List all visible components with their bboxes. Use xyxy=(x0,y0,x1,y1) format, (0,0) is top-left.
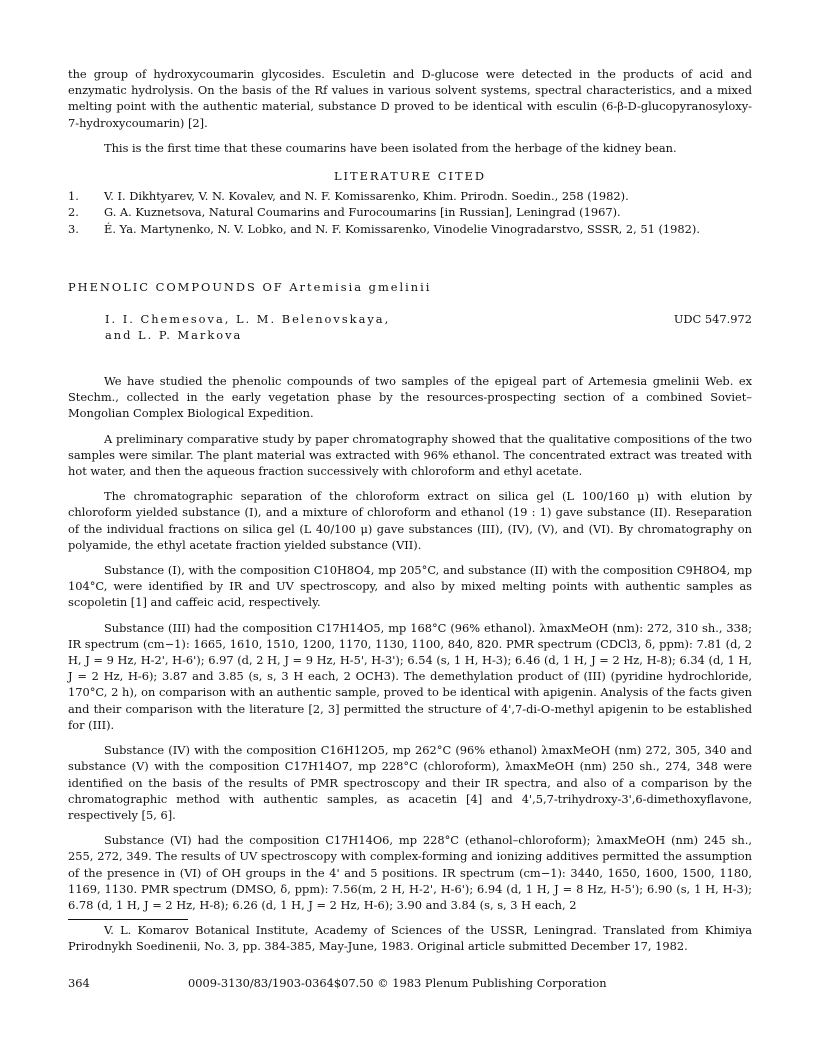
body-paragraph: The chromatographic separation of the chloroform extract on silica gel (L 100/160 μ) with elution by chloroform yielded substance (I), and a mixture of chloroform and ethanol (19 : 1) gave substance (II). Reseparation of the individual fractions on silica gel (L 40/100 μ) gave substances (III), (IV), (V), and (VI). By chromatography on polyamide, the ethyl acetate fraction yielded substance (VII). xyxy=(68,489,752,552)
body-paragraph: Substance (IV) with the composition C16H12O5, mp 262°C (96% ethanol) λmaxMeOH (nm) 272, 305, 340 and substance (V) with the composition C17H14O7, mp 228°C (chloroform), λmaxMeOH (nm) 250 sh., 274, 348 were identified on the basis of the results of PMR spectroscopy and their IR spectra, and also of a comparison by the chromatographic method with authentic samples, as acacetin [4] and 4',5,7-trihydroxy-3',6-dimethoxyflavone, respectively [5, 6]. xyxy=(68,743,752,822)
reference-number: 1. xyxy=(68,189,79,204)
reference-item xyxy=(68,221,752,237)
reference-text: É. Ya. Martynenko, N. V. Lobko, and N. F. Komissarenko, Vinodelie Vinogradarstvo, SSSR, 2, 51 (1982). xyxy=(104,221,700,236)
body-paragraph: Substance (III) had the composition C17H14O5, mp 168°C (96% ethanol). λmaxMeOH (nm): 272, 310 sh., 338; IR spectrum (cm−1): 1665, 1610, 1510, 1200, 1170, 1130, 1100, 840, 820. PMR spectrum (CDCl3, δ, ppm): 7.81 (d, 2 H, J = 9 Hz, H-2', H-6'); 6.97 (d, 2 H, J = 9 Hz, H-5', H-3'); 6.54 (s, 1 H, H-3); 6.46 (d, 1 H, J = 2 Hz, H-8); 6.34 (d, 1 H, J = 2 Hz, H-6); 3.87 and 3.85 (s, s, 3 H each, 2 OCH3). The demethylation product of (III) (pyridine hydrochloride, 170°C, 2 h), on comparison with an authentic sample, proved to be identical with apigenin. Analysis of the facts given and their comparison with the literature [2, 3] permitted the structure of 4',7-di-O-methyl apigenin to be established for (III). xyxy=(68,620,752,732)
reference-item xyxy=(68,188,752,204)
body-paragraph: Substance (I), with the composition C10H8O4, mp 205°C, and substance (II) with the composition C9H8O4, mp 104°C, were identified by IR and UV spectroscopy, and also by mixed melting points with authentic samples as scopoletin [1] and caffeic acid, respectively. xyxy=(68,563,752,610)
body-paragraph: A preliminary comparative study by paper chromatography showed that the qualitative compositions of the two samples were similar. The plant material was extracted with 96% ethanol. The concentrated extract was treated with hot water, and then the aqueous fraction successively with chloroform and ethyl acetate. xyxy=(68,431,752,479)
reference-text: V. I. Dikhtyarev, V. N. Kovalev, and N. F. Komissarenko, Khim. Prirodn. Soedin., 258 (1982). xyxy=(104,189,629,204)
authors-line-2: and L. P. Markova xyxy=(105,328,243,343)
reference-number: 2. xyxy=(68,205,79,220)
footnote-divider xyxy=(68,919,188,920)
literature-heading: LITERATURE CITED xyxy=(333,169,487,184)
reference-list xyxy=(68,188,752,237)
copyright-line: 0009-3130/83/1903-0364$07.50 © 1983 Plenum Publishing Corporation xyxy=(188,976,607,990)
article-title: PHENOLIC COMPOUNDS OF Artemisia gmelinii xyxy=(68,279,432,294)
body-paragraph: We have studied the phenolic compounds of two samples of the epigeal part of Artemesia gmelinii Web. ex Stechm., collected in the early vegetation phase by the resources-prospecting section of a combined Soviet–Mongolian Complex Biological Expedition. xyxy=(68,374,752,421)
authors-line-1: I. I. Chemesova, L. M. Belenovskaya, xyxy=(105,312,391,327)
reference-text: G. A. Kuznetsova, Natural Coumarins and Furocoumarins [in Russian], Leningrad (1967). xyxy=(104,205,621,220)
reference-item xyxy=(68,204,752,220)
body-paragraph: Substance (VI) had the composition C17H14O6, mp 228°C (ethanol–chloroform); λmaxMeOH (nm) 245 sh., 255, 272, 349. The results of UV spectroscopy with complex-forming and ionizing additives permitted the assumption of the presence in (VI) of OH groups in the 4' and 5 positions. IR spectrum (cm−1): 3440, 1650, 1600, 1500, 1180, 1169, 1130. PMR spectrum (DMSO, δ, ppm): 7.56(m, 2 H, H-2', H-6'); 6.94 (d, 1 H, J = 8 Hz, H-5'); 6.90 (s, 1 H, H-3); 6.78 (d, 1 H, J = 2 Hz, H-8); 6.26 (d, 1 H, J = 2 Hz, H-6); 3.90 and 3.84 (s, s, 3 H each, 2 xyxy=(68,833,752,912)
intro-paragraph: the group of hydroxycoumarin glycosides. Esculetin and D-glucose were detected in the products of acid and enzymatic hydrolysis. On the basis of the Rf values in various solvent systems, spectral characteristics, and a mixed melting point with the authentic material, substance D proved to be identical with esculin (6-β-D-glucopyranosyloxy-7-hydroxycoumarin) [2]. xyxy=(68,67,752,130)
udc-code: UDC 547.972 xyxy=(673,312,752,327)
reference-number: 3. xyxy=(68,221,79,236)
page-number: 364 xyxy=(68,976,90,990)
authors-row xyxy=(68,311,752,343)
footnote: V. L. Komarov Botanical Institute, Academy of Sciences of the USSR, Leningrad. Translated from Khimiya Prirodnykh Soedinenii, No. 3, pp. 384-385, May-June, 1983. Original article submitted December 17, 1982. xyxy=(68,923,752,954)
intro-paragraph-2: This is the first time that these coumarins have been isolated from the herbage of the kidney bean. xyxy=(104,140,677,155)
author-list xyxy=(105,311,390,343)
page-content xyxy=(68,66,752,955)
